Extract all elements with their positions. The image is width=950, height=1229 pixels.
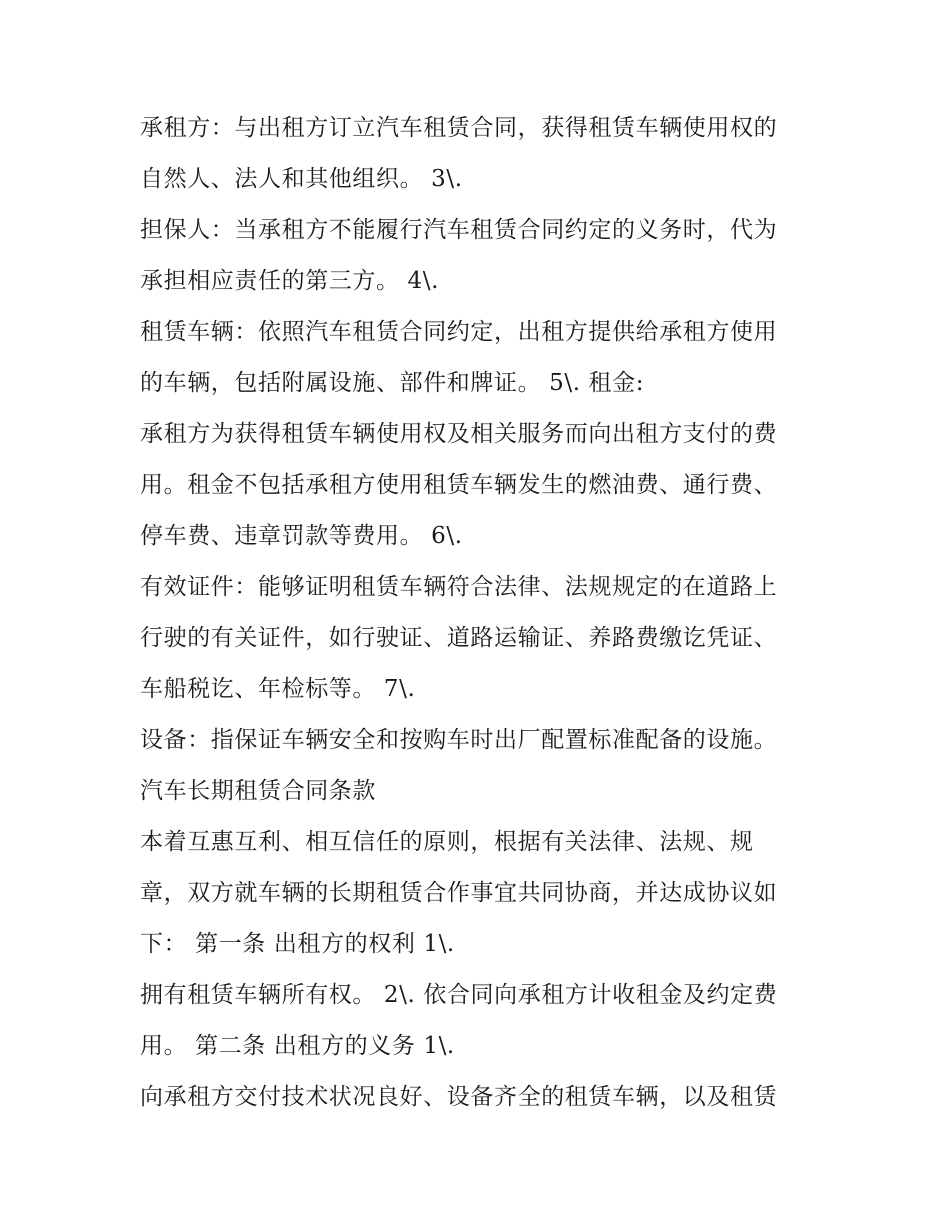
text-line: 的车辆，包括附属设施、部件和牌证。 5\. 租金: bbox=[140, 370, 645, 396]
text-line: 本着互惠互利、相互信任的原则，根据有关法律、法规、规 bbox=[140, 829, 754, 855]
text-line: 用。 第二条 出租方的义务 1\. bbox=[140, 1033, 455, 1059]
text-line: 设备：指保证车辆安全和按购车时出厂配置标准配备的设施。 bbox=[140, 727, 778, 753]
text-line: 担保人：当承租方不能履行汽车租赁合同约定的义务时，代为 bbox=[140, 217, 778, 243]
text-line: 用。租金不包括承租方使用租赁车辆发生的燃油费、通行费、 bbox=[140, 472, 778, 498]
text-line: 承担相应责任的第三方。 4\. bbox=[140, 268, 440, 294]
text-line: 承租方为获得租赁车辆使用权及相关服务而向出租方支付的费 bbox=[140, 421, 778, 447]
text-line: 章，双方就车辆的长期租赁合作事宜共同协商，并达成协议如 bbox=[140, 880, 778, 906]
text-line: 承租方：与出租方订立汽车租赁合同，获得租赁车辆使用权的 bbox=[140, 115, 778, 141]
section-heading: 汽车长期租赁合同条款 bbox=[140, 778, 376, 804]
text-line: 向承租方交付技术状况良好、设备齐全的租赁车辆，以及租赁 bbox=[140, 1084, 778, 1110]
text-line: 停车费、违章罚款等费用。 6\. bbox=[140, 523, 463, 549]
text-line: 车船税讫、年检标等。 7\. bbox=[140, 676, 416, 702]
text-line: 下： 第一条 出租方的权利 1\. bbox=[140, 931, 455, 957]
document-body bbox=[140, 103, 820, 1123]
text-line: 行驶的有关证件，如行驶证、道路运输证、养路费缴讫凭证、 bbox=[140, 625, 778, 651]
text-line: 拥有租赁车辆所有权。 2\. 依合同向承租方计收租金及约定费 bbox=[140, 982, 778, 1008]
text-line: 租赁车辆：依照汽车租赁合同约定，出租方提供给承租方使用 bbox=[140, 319, 778, 345]
text-line: 有效证件：能够证明租赁车辆符合法律、法规规定的在道路上 bbox=[140, 574, 778, 600]
text-line: 自然人、法人和其他组织。 3\. bbox=[140, 166, 463, 192]
